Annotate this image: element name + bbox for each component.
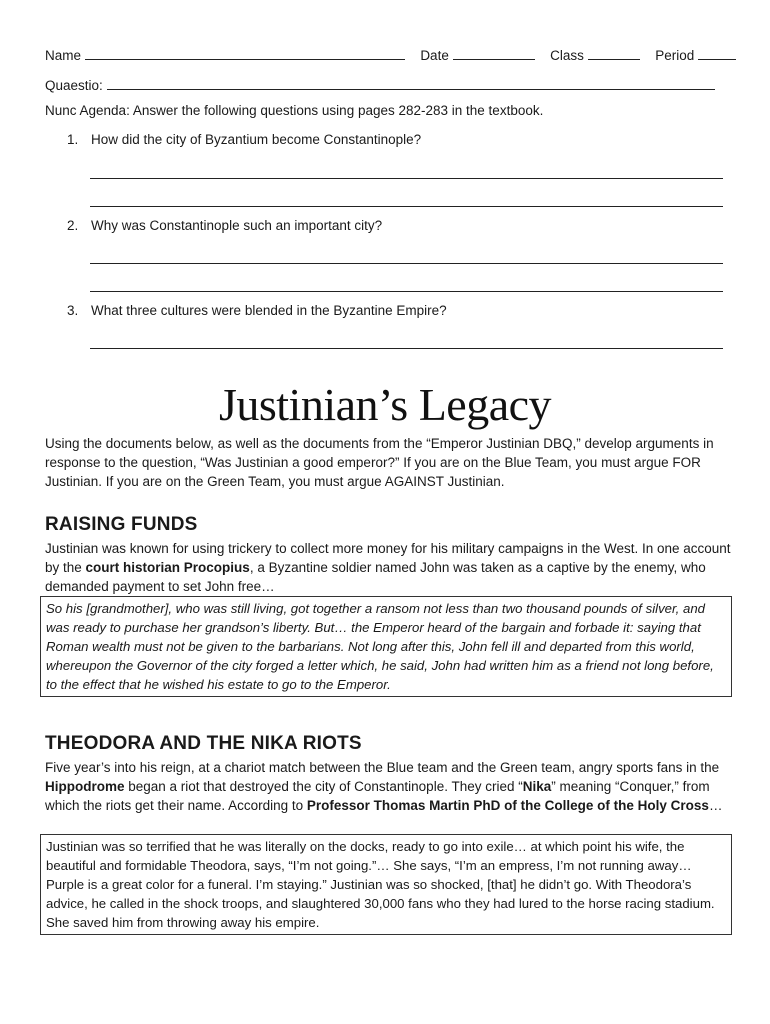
- section-heading-raising-funds: RAISING FUNDS: [45, 514, 198, 535]
- answer-line[interactable]: [90, 206, 723, 207]
- question-text: What three cultures were blended in the Byzantine Empire?: [91, 303, 447, 318]
- para-bold: Nika: [522, 779, 552, 794]
- date-field[interactable]: [453, 46, 535, 60]
- intro-paragraph: Using the documents below, as well as the documents from the “Emperor Justinian DBQ,” develop arguments in response to the question, “Was Justinian a good emperor?” If you are on the Blue Team, you must argue FOR Justinian. If you are on the Green Team, you must argue AGAINST Justinian.: [45, 436, 714, 489]
- nika-riots-paragraph: [45, 758, 735, 815]
- para-text: Five year’s into his reign, at a chariot match between the Blue team and the Green team, angry sports fans in the: [45, 760, 720, 775]
- para-text: began a riot that destroyed the city of Constantinople. They cried “: [124, 779, 523, 794]
- para-bold: Professor Thomas Martin PhD of the College of the Holy Cross: [306, 798, 709, 813]
- quaestio-label: Quaestio:: [45, 78, 103, 93]
- header-row: [45, 46, 735, 66]
- answer-line[interactable]: [90, 263, 723, 264]
- quote-text: Justinian was so terrified that he was literally on the docks, ready to go into exile… at which point his wife, the beautiful and formidable Theodora, says, “I’m not going.”… She says, “I’m an empress, I’m not running away… Purple is a great color for a funeral. I’m staying.” Justinian was so shocked, [that] he didn’t go. With Theodora’s advice, he called in the shock troops, and slaughtered 30,000 fans who they had lured to the horse racing stadium. She saved him from throwing away his empire.: [46, 839, 715, 930]
- page-title: Justinian’s Legacy: [218, 379, 552, 430]
- class-field[interactable]: [588, 46, 640, 60]
- question-number: 1.: [67, 132, 79, 147]
- question-text: How did the city of Byzantium become Constantinople?: [91, 132, 422, 147]
- para-text: ” meaning “Conquer,” from which the riots get their name. According to: [45, 779, 710, 813]
- question-3: [67, 303, 447, 318]
- quaestio-row: [45, 76, 735, 93]
- period-label: Period: [655, 48, 695, 63]
- para-text: , a Byzantine soldier named John was taken as a captive by the enemy, who demanded payment to set John free…: [45, 560, 706, 594]
- name-field[interactable]: [85, 46, 405, 60]
- agenda-text: Nunc Agenda: Answer the following questions using pages 282-283 in the textbook.: [45, 103, 544, 118]
- question-1: [67, 132, 421, 147]
- para-bold: Hippodrome: [45, 779, 125, 794]
- martin-quote-box: [40, 834, 732, 935]
- para-text: …: [708, 798, 723, 813]
- raising-funds-paragraph: [45, 539, 735, 596]
- answer-line[interactable]: [90, 348, 723, 349]
- quote-text: So his [grandmother], who was still living, got together a ransom not less than two thousand pounds of silver, and was ready to purchase her grandson’s liberty. But… the Emperor heard of the bargain and forbade it: saying that Roman wealth must not be given to the barbarians. Not long after this, John fell ill and departed from this world, whereupon the Governor of the city forged a letter which, he said, John had written him as a friend not long before, to the effect that he wished his estate to go to the Emperor.: [46, 601, 714, 692]
- quaestio-field[interactable]: [107, 76, 715, 90]
- answer-line[interactable]: [90, 178, 723, 179]
- period-field[interactable]: [698, 46, 736, 60]
- class-label: Class: [550, 48, 584, 63]
- date-label: Date: [420, 48, 449, 63]
- question-number: 3.: [67, 303, 79, 318]
- para-bold: court historian Procopius: [85, 560, 250, 575]
- question-text: Why was Constantinople such an important city?: [91, 218, 383, 233]
- para-text: Justinian was known for using trickery to collect more money for his military campaigns in the West. In one account by the: [45, 541, 731, 575]
- answer-line[interactable]: [90, 291, 723, 292]
- procopius-quote-box: [40, 596, 732, 697]
- question-number: 2.: [67, 218, 79, 233]
- section-heading-nika-riots: THEODORA AND THE NIKA RIOTS: [45, 733, 362, 754]
- name-label: Name: [45, 48, 82, 63]
- question-2: [67, 218, 382, 233]
